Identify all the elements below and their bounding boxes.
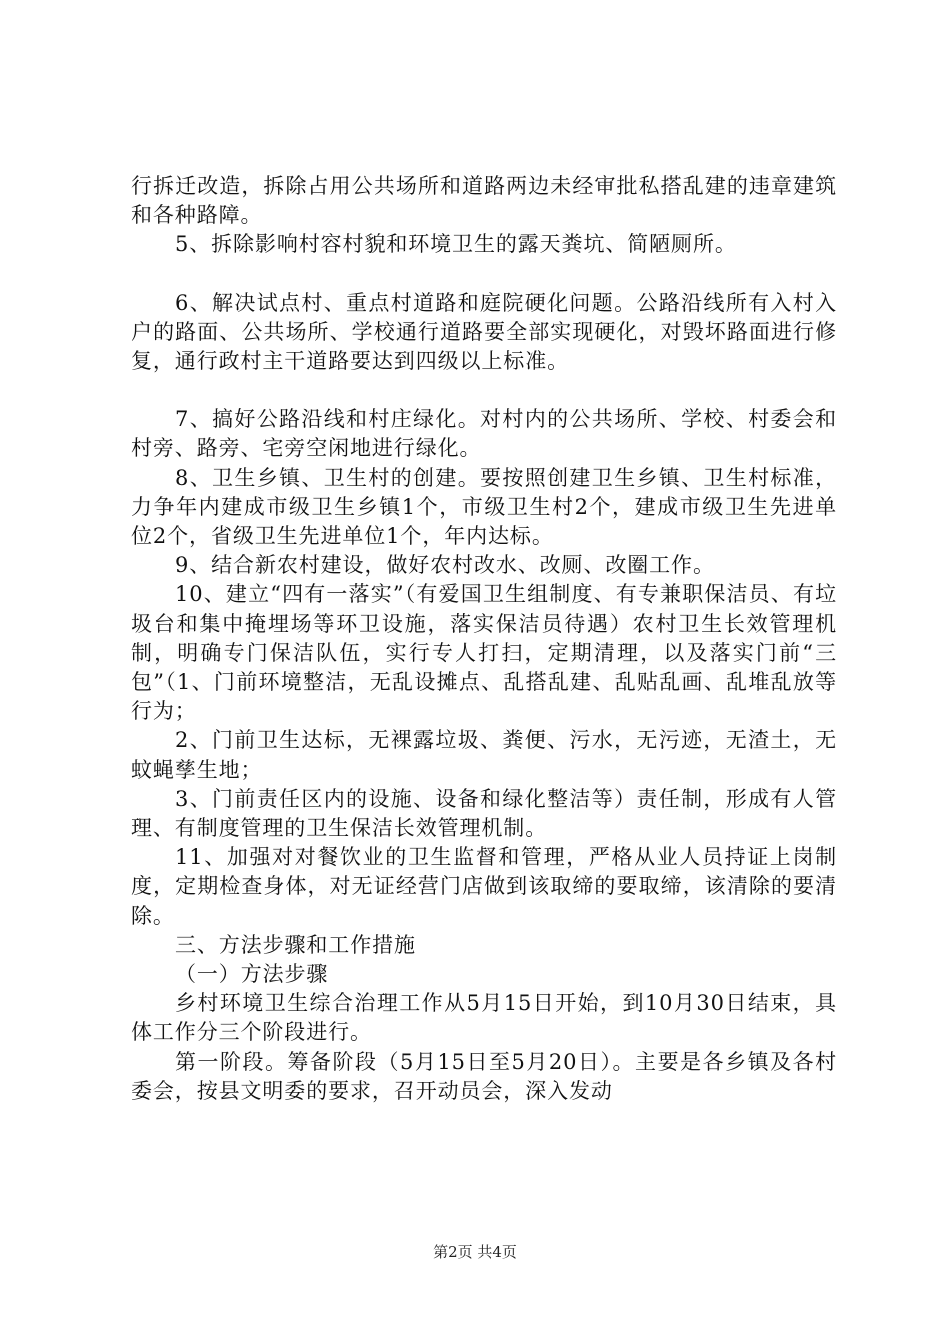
paragraph-item-11: 11、加强对对餐饮业的卫生监督和管理，严格从业人员持证上岗制度，定期检查身体，对无证经营门店做到该取缔的要取缔，该清除的要清除。 [131,845,837,928]
paragraph-item-5: 5、拆除影响村容村貌和环境卫生的露天粪坑、简陋厕所。 [175,232,737,257]
section-heading-methods: 三、方法步骤和工作措施 [175,932,416,957]
page-number-footer: 第2页 共4页 [433,1243,517,1261]
paragraph-item-7: 7、搞好公路沿线和村庄绿化。对村内的公共场所、学校、村委会和村旁、路旁、宅旁空闲地进行绿化。 [131,407,837,461]
paragraph-item-8: 8、卫生乡镇、卫生村的创建。要按照创建卫生乡镇、卫生村标准，力争年内建成市级卫生乡镇1个，市级卫生村2个，建成市级卫生先进单位2个，省级卫生先进单位1个，年内达标。 [131,465,837,549]
paragraph-phase-one: 第一阶段。筹备阶段（5月15日至5月20日）。主要是各乡镇及各村委会，按县文明委的要求，召开动员会，深入发动 [131,1049,837,1103]
subsection-heading-steps: （一）方法步骤 [175,962,329,987]
paragraph-subitem-2: 2、门前卫生达标，无裸露垃圾、粪便、污水，无污迹，无渣土，无蚊蝇孳生地； [131,728,837,782]
paragraph-subitem-3: 3、门前责任区内的设施、设备和绿化整洁等）责任制，形成有人管理、有制度管理的卫生保洁长效管理机制。 [131,786,837,841]
paragraph-continuation: 行拆迁改造，拆除占用公共场所和道路两边未经审批私搭乱建的违章建筑和各种路障。 [131,174,837,228]
paragraph-item-9: 9、结合新农村建设，做好农村改水、改厕、改圈工作。 [175,553,715,578]
document-body [131,172,837,1106]
paragraph-item-6: 6、解决试点村、重点村道路和庭院硬化问题。公路沿线所有入村入户的路面、公共场所、学校通行道路要全部实现硬化，对毁坏路面进行修复，通行政村主干道路要达到四级以上标准。 [131,290,837,374]
paragraph-item-10: 10、建立“四有一落实”（有爱国卫生组制度、有专兼职保洁员、有垃圾台和集中掩埋场等环卫设施，落实保洁员待遇）农村卫生长效管理机制，明确专门保洁队伍，实行专人打扫，定期清理，以及落实门前“三包”（1、门前环境整洁，无乱设摊点、乱搭乱建、乱贴乱画、乱堆乱放等行为； [131,582,837,724]
paragraph-schedule: 乡村环境卫生综合治理工作从5月15日开始，到10月30日结束，具体工作分三个阶段进行。 [131,991,837,1045]
